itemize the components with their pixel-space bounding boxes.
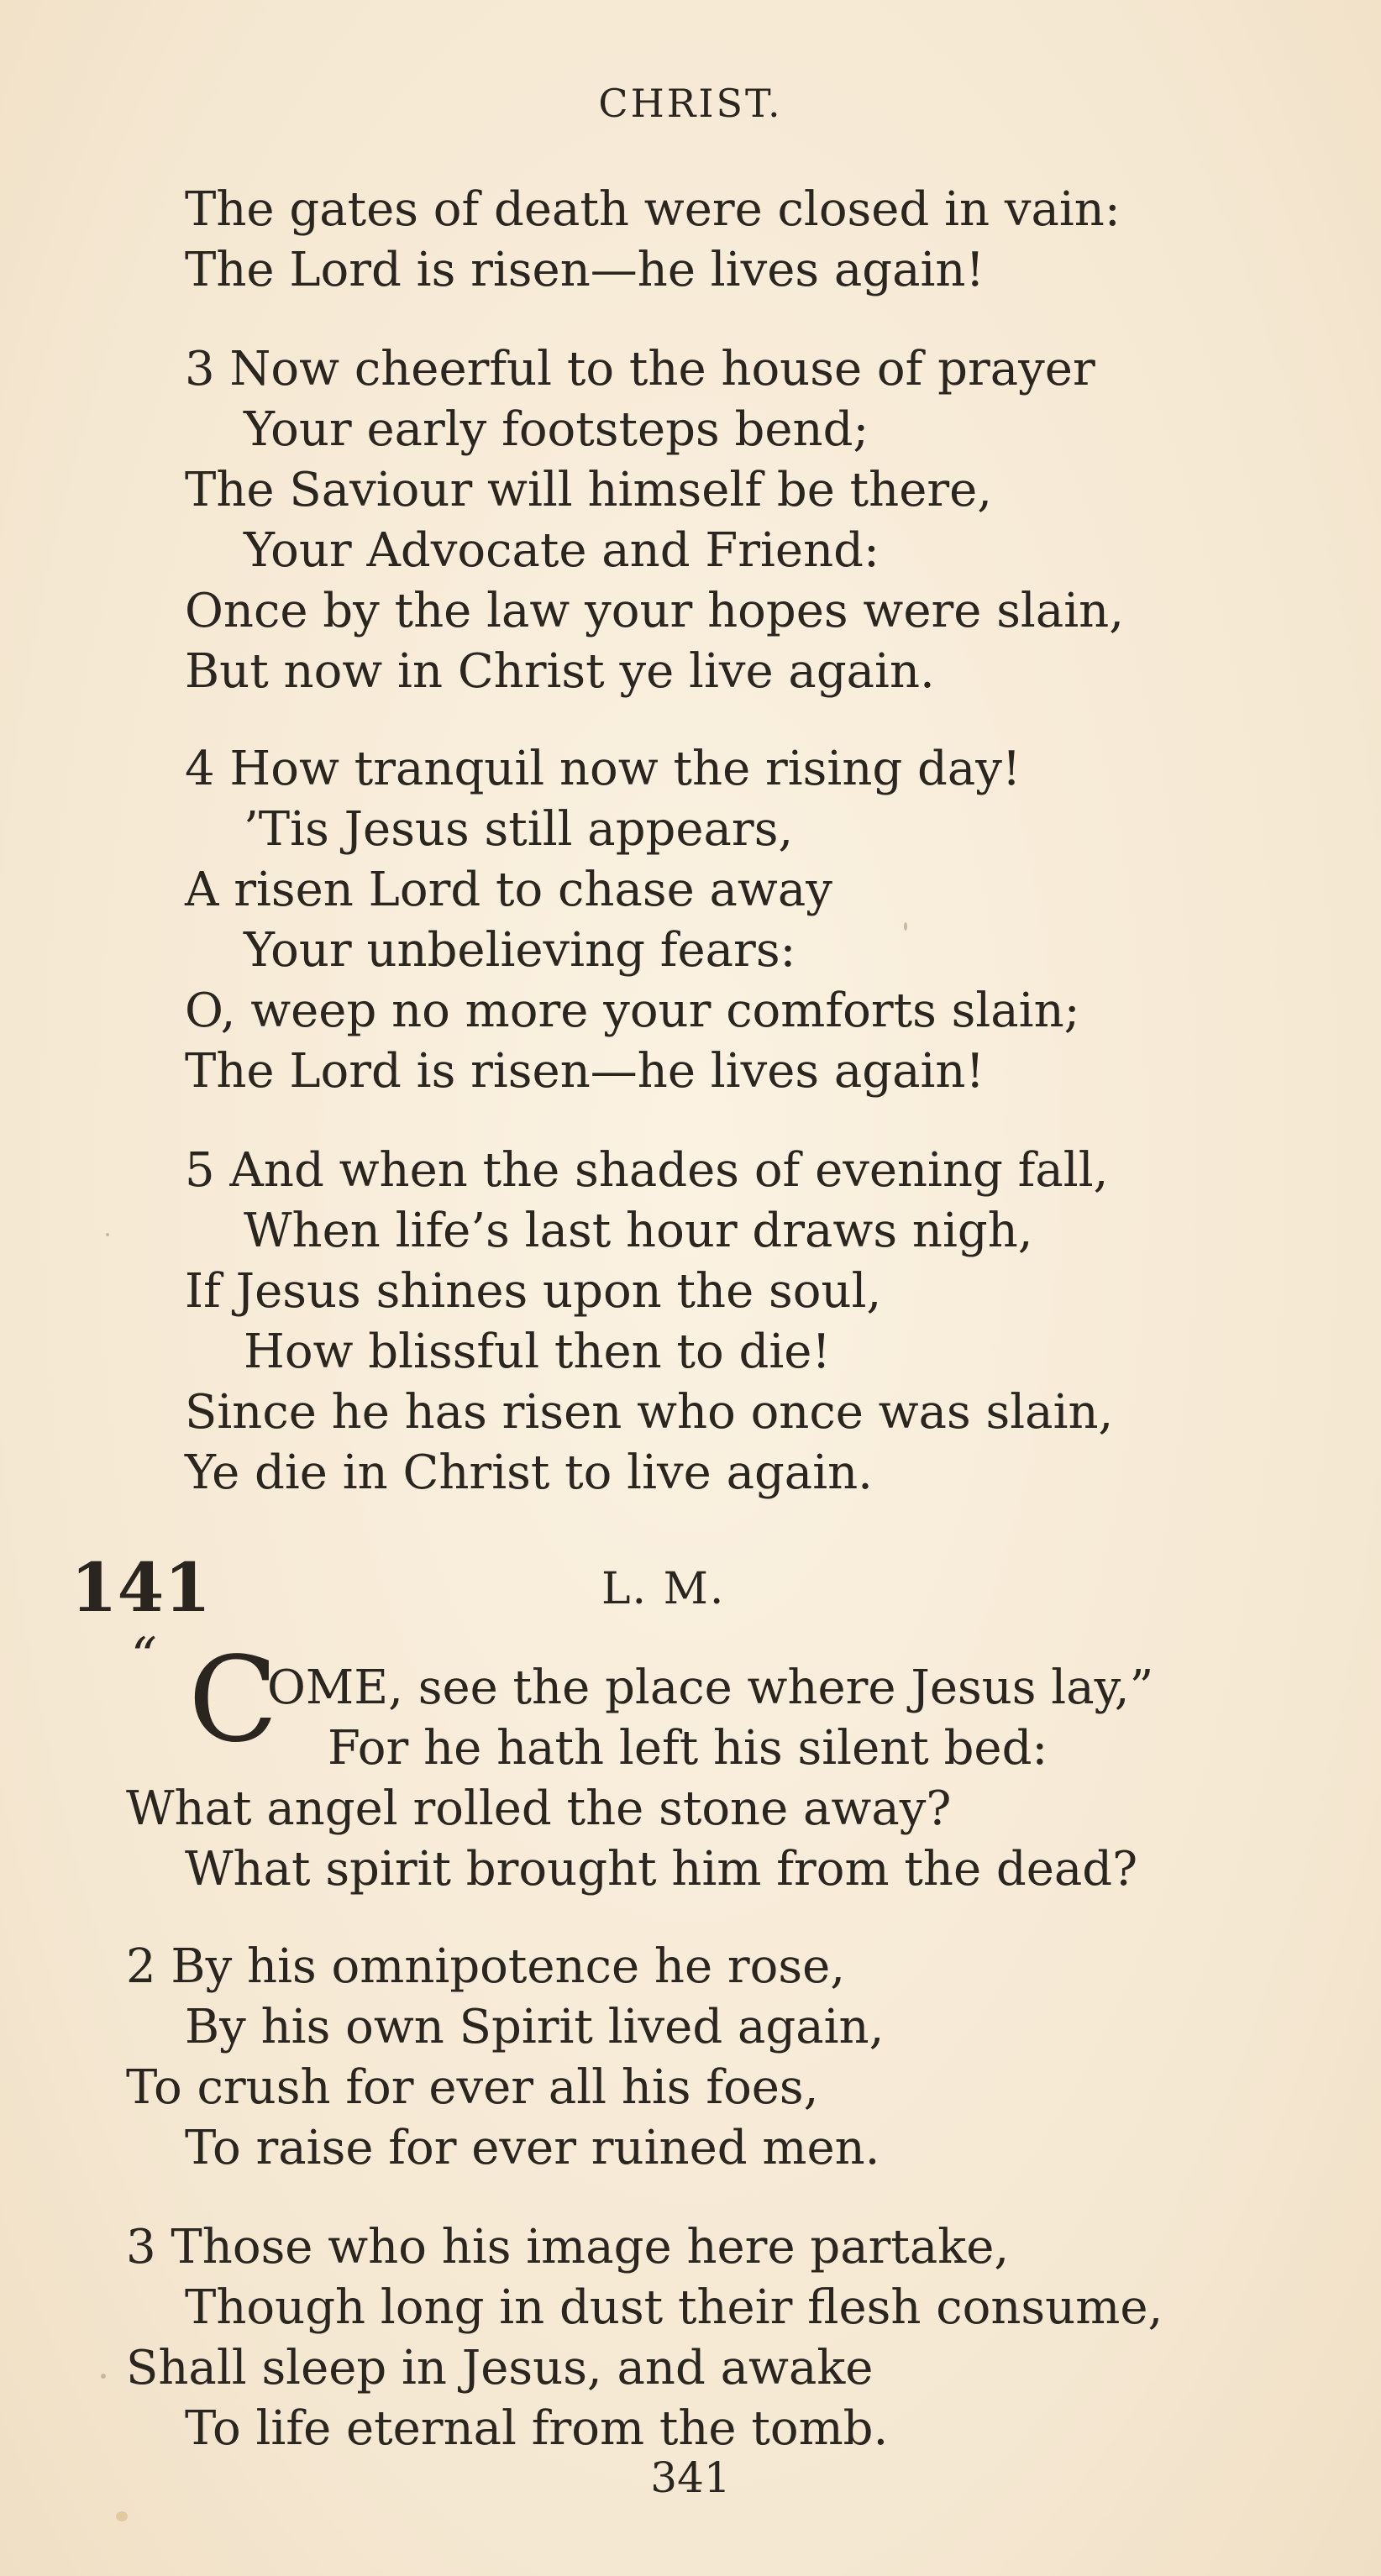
- hymn-line: 3 Those who his image here partake,: [126, 2220, 1010, 2274]
- hymn-line: To crush for ever all his foes,: [126, 2060, 819, 2115]
- hymn-number: 141: [71, 1548, 211, 1627]
- hymn-line: But now in Christ ye live again.: [185, 644, 935, 699]
- opening-quote-mark: “: [131, 1627, 157, 1686]
- paper-speck: [904, 922, 907, 931]
- paper-speck: [101, 2374, 106, 2379]
- hymn-line: To life eternal from the tomb.: [185, 2401, 889, 2456]
- hymn-line: Though long in dust their flesh consume,: [185, 2280, 1163, 2335]
- hymn-line: The Lord is risen—he lives again!: [185, 1044, 985, 1099]
- hymn-line: ’Tis Jesus still appears,: [244, 802, 794, 857]
- running-head: CHRIST.: [598, 81, 783, 126]
- page-number: 341: [650, 2453, 731, 2502]
- drop-cap: C: [188, 1632, 279, 1769]
- hymn-line: 4 How tranquil now the rising day!: [185, 742, 1021, 796]
- hymn-line: Your Advocate and Friend:: [244, 523, 880, 578]
- hymn-line: If Jesus shines upon the soul,: [185, 1264, 882, 1319]
- paper-speck: [106, 1233, 109, 1236]
- hymn-line: To raise for ever ruined men.: [185, 2121, 880, 2175]
- hymn-line: When life’s last hour draws nigh,: [244, 1204, 1033, 1258]
- hymn-meter: L. M.: [601, 1564, 726, 1614]
- hymn-line: Shall sleep in Jesus, and awake: [126, 2341, 874, 2395]
- hymn-line: 2 By his omnipotence he rose,: [126, 1939, 846, 1994]
- hymn-line: A risen Lord to chase away: [185, 863, 832, 917]
- hymn-line: Your early footsteps bend;: [244, 402, 869, 457]
- paper-stain: [116, 2511, 128, 2521]
- hymn-line: By his own Spirit lived again,: [185, 2000, 885, 2054]
- hymn-line: How blissful then to die!: [244, 1325, 831, 1379]
- hymn-line: The gates of death were closed in vain:: [185, 182, 1121, 237]
- hymn-line: 3 Now cheerful to the house of prayer: [185, 342, 1095, 396]
- hymn-line: O, weep no more your comforts slain;: [185, 984, 1080, 1038]
- hymn-line: The Saviour will himself be there,: [185, 463, 993, 517]
- hymn-line: For he hath left his silent bed:: [328, 1721, 1048, 1776]
- hymn-line: What angel rolled the stone away?: [126, 1781, 952, 1836]
- hymn-line: Ye die in Christ to live again.: [185, 1445, 873, 1500]
- hymn-line: Since he has risen who once was slain,: [185, 1385, 1114, 1440]
- hymn-line: Once by the law your hopes were slain,: [185, 584, 1125, 638]
- hymn-line: Your unbelieving fears:: [244, 923, 796, 978]
- hymn-first-line: OME, see the place where Jesus lay,”: [267, 1660, 1154, 1715]
- hymn-line: What spirit brought him from the dead?: [185, 1842, 1138, 1897]
- hymn-line: The Lord is risen—he lives again!: [185, 243, 985, 297]
- hymn-line: 5 And when the shades of evening fall,: [185, 1143, 1109, 1198]
